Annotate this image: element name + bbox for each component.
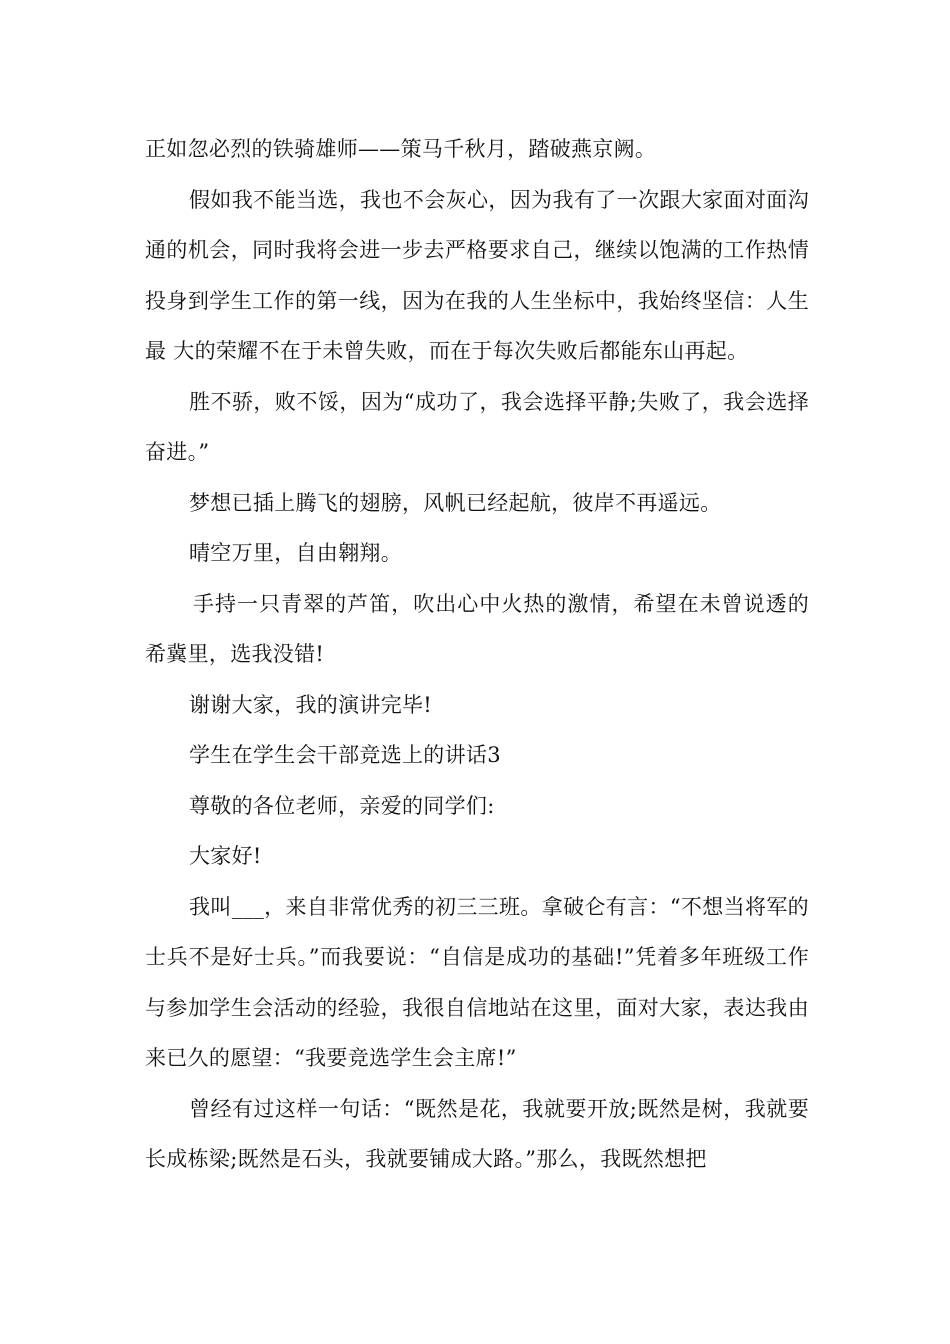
- paragraph-7: 谢谢大家，我的演讲完毕!: [189, 692, 433, 717]
- paragraph-4: 梦想已插上腾飞的翅膀，风帆已经起航，彼岸不再遥远。: [189, 490, 722, 515]
- paragraph-8: 我叫___，来自非常优秀的初三三班。拿破仑有言：“不想当将军的士兵不是好士兵。”而我要说：“自信是成功的基础!”凭着多年班级工作与参加学生会活动的经验，我很自信地站在这里，面对大家，表达我由来已久的愿望：“我要竞选学生会主席!”: [145, 894, 809, 1070]
- paragraph-9: 曾经有过这样一句话：“既然是花，我就要开放;既然是树，我就要长成栋梁;既然是石头，我就要铺成大路。”那么，我既然想把: [145, 1096, 809, 1171]
- document-body: [145, 124, 809, 1185]
- paragraph-3: 胜不骄，败不馁，因为“成功了，我会选择平静;失败了，我会选择奋进。”: [145, 389, 809, 464]
- paragraph-2: 假如我不能当选，我也不会灰心，因为我有了一次跟大家面对面沟通的机会，同时我将会进一步去严格要求自己，继续以饱满的工作热情投身到学生工作的第一线，因为在我的人生坐标中，我始终坚信：人生最 大的荣耀不在于未曾失败，而在于每次失败后都能东山再起。: [145, 187, 809, 363]
- section-heading: 学生在学生会干部竞选上的讲话3: [189, 743, 501, 767]
- paragraph-6: 手持一只青翠的芦笛，吹出心中火热的激情，希望在未曾说透的希冀里，选我没错!: [145, 591, 809, 666]
- salutation: 尊敬的各位老师，亲爱的同学们:: [189, 793, 495, 818]
- greeting: 大家好!: [189, 844, 262, 868]
- paragraph-5: 晴空万里，自由翱翔。: [189, 541, 402, 565]
- paragraph-1: 正如忽必烈的铁骑雄师——策马千秋月，踏破燕京阙。: [145, 137, 657, 161]
